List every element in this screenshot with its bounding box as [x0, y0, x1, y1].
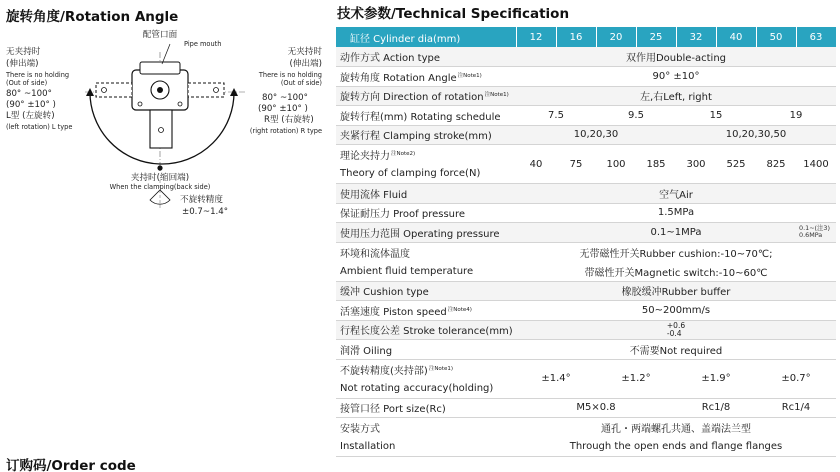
nonrot-value: ±0.7~1.4° [182, 207, 229, 217]
schedule-cell: 9.5 [596, 106, 676, 126]
cushion-value: 橡胶缓冲Rubber buffer [516, 281, 836, 301]
dia-cell: 40 [716, 27, 756, 47]
dia-cell: 50 [756, 27, 796, 47]
row-accuracy-1 [336, 359, 836, 379]
cylinder-dia-label: 缸径 Cylinder dia(mm) [336, 27, 516, 47]
row-action-type [336, 47, 836, 67]
left-center: (90° ±10° ) [6, 100, 56, 110]
stroke-tolerance-value [516, 320, 836, 340]
left-nohold-cn2: (伸出端) [6, 59, 39, 69]
clamping-en: When the clamping(back side) [109, 183, 211, 191]
side-note-line1: 0.1~(注3) [799, 224, 830, 232]
accuracy-cell: ±0.7° [756, 359, 836, 398]
rotation-angle-diagram [0, 22, 330, 234]
right-center: (90° ±10° ) [258, 104, 308, 114]
operating-pressure-value [516, 223, 836, 243]
force-cell: 825 [756, 145, 796, 184]
mount-hole-right [178, 102, 182, 106]
force-cell: 75 [556, 145, 596, 184]
dia-cell: 63 [796, 27, 836, 47]
dia-cell: 20 [596, 27, 636, 47]
direction-label-text: 旋转方向 Direction of rotation [340, 92, 484, 104]
note-mark: 注Note4) [447, 306, 472, 313]
right-nohold-en1: There is no holding [258, 71, 322, 79]
row-rotation-angle [336, 67, 836, 87]
row-installation-2 [336, 437, 836, 457]
row-ambient-2 [336, 262, 836, 282]
ambient-label-en: Ambient fluid temperature [336, 262, 516, 282]
row-clamping-force-1 [336, 145, 836, 165]
rotation-angle-value: 90° ±10° [516, 67, 836, 87]
action-type-value: 双作用Double-acting [516, 47, 836, 67]
right-arm-hole [214, 88, 219, 93]
direction-label [336, 86, 516, 106]
pipe-mouth-en: Pipe mouth [184, 40, 222, 48]
note-mark: 注Note1) [484, 92, 509, 99]
port-size-cell: Rc1/4 [756, 398, 836, 418]
tolerance-minus: -0.4 [666, 328, 682, 338]
clamping-force-label-en: Theory of clamping force(N) [336, 164, 516, 184]
ambient-label-cn: 环境和流体温度 [340, 248, 410, 260]
left-range: 80° ~100° [6, 89, 52, 99]
fluid-value: 空气Air [516, 184, 836, 204]
row-ambient-1 [336, 242, 836, 262]
row-clamping-stroke [336, 125, 836, 145]
force-cell: 525 [716, 145, 756, 184]
rotation-angle-label-text: 旋转角度 Rotation Angle [340, 72, 457, 84]
fluid-label: 使用流体 Fluid [336, 184, 516, 204]
installation-value-cn: 通孔・两端螺孔共通、盖端法兰型 [601, 424, 751, 435]
dia-cell: 12 [516, 27, 556, 47]
note-mark: 注Note1) [428, 365, 453, 372]
row-fluid [336, 184, 836, 204]
port-size-label: 接管口径 Port size(Rc) [336, 398, 516, 418]
spec-table [336, 27, 837, 457]
piston-speed-value: 50~200mm/s [516, 301, 836, 321]
force-cell: 300 [676, 145, 716, 184]
rotation-angle-title: 旋转角度/Rotation Angle [6, 9, 179, 25]
installation-value-en: Through the open ends and flange flanges [516, 437, 836, 457]
schedule-cell: 15 [676, 106, 756, 126]
accuracy-label-cn [336, 359, 516, 379]
row-rotating-schedule [336, 106, 836, 126]
row-stroke-tolerance [336, 320, 836, 340]
left-type-en: (left rotation) L type [6, 123, 73, 131]
right-nohold-cn2: (伸出端) [289, 59, 322, 69]
operating-pressure-label: 使用压力范围 Operating pressure [336, 223, 516, 243]
tolerance-plus: +0.6 [666, 320, 686, 330]
cushion-label: 缓冲 Cushion type [336, 281, 516, 301]
action-type-label: 动作方式 Action type [336, 47, 516, 67]
clamping-stroke-label: 夹紧行程 Clamping stroke(mm) [336, 125, 516, 145]
note-mark: 注Note1) [457, 72, 482, 79]
accuracy-cn-text: 不旋转精度(夹持部) [340, 365, 428, 377]
row-cushion [336, 281, 836, 301]
operating-pressure-side-note [799, 225, 830, 239]
row-port-size [336, 398, 836, 418]
rotor-center [157, 87, 163, 93]
force-cell: 185 [636, 145, 676, 184]
clamping-position-dot [157, 165, 162, 170]
right-nohold-cn1: 无夹持时 [287, 47, 322, 57]
proof-pressure-value: 1.5MPa [516, 203, 836, 223]
pipe-mouth-cn: 配管口面 [142, 30, 178, 40]
right-nohold-en2: (Out of side) [280, 79, 322, 87]
row-installation-1 [336, 418, 836, 438]
nonrot-cn: 不旋转精度 [180, 195, 223, 205]
spec-header-row [336, 27, 836, 47]
force-cell: 100 [596, 145, 636, 184]
right-type-cn: R型 (右旋转) [264, 115, 314, 125]
schedule-cell: 7.5 [516, 106, 596, 126]
ambient-value-2: 带磁性开关Magnetic switch:-10~60℃ [516, 262, 836, 282]
pipe-mouth-leader [162, 44, 170, 64]
direction-value: 左,右Left, right [516, 86, 836, 106]
clamping-stroke-cell: 10,20,30,50 [676, 125, 836, 145]
installation-label-cn: 安装方式 [340, 424, 380, 435]
oiling-value: 不需要Not required [516, 340, 836, 360]
accuracy-cell: ±1.4° [516, 359, 596, 398]
dia-cell: 32 [676, 27, 716, 47]
left-nohold-en2: (Out of side) [6, 79, 48, 87]
piston-speed-label [336, 301, 516, 321]
port-size-cell: Rc1/8 [676, 398, 756, 418]
dia-cell: 25 [636, 27, 676, 47]
rotation-angle-label [336, 67, 516, 87]
row-direction [336, 86, 836, 106]
operating-pressure-text: 0.1~1MPa [650, 226, 702, 238]
schedule-cell: 19 [756, 106, 836, 126]
tech-spec-title: 技术参数/Technical Specification [337, 6, 570, 22]
note-mark: 注Note2) [391, 151, 416, 157]
left-nohold-en1: There is no holding [6, 71, 70, 79]
force-cell: 40 [516, 145, 556, 184]
installation-label-en: Installation [336, 437, 516, 457]
left-type-cn: L型 (左旋转) [6, 111, 55, 121]
row-piston-speed [336, 301, 836, 321]
right-type-en: (right rotation) R type [249, 127, 322, 135]
row-operating-pressure [336, 223, 836, 243]
dia-cell: 16 [556, 27, 596, 47]
accuracy-cell: ±1.9° [676, 359, 756, 398]
left-arm-hole [102, 88, 107, 93]
right-range: 80° ~100° [262, 93, 308, 103]
clamping-arm-hole [159, 128, 164, 133]
piston-speed-label-text: 活塞速度 Piston speed [340, 306, 447, 318]
row-oiling [336, 340, 836, 360]
order-code-title: 订购码/Order code [6, 458, 136, 472]
left-nohold-cn1: 无夹持时 [6, 47, 41, 57]
clamping-cn: 夹持时(缩回端) [130, 173, 190, 183]
force-cell: 1400 [796, 145, 836, 184]
side-note-line2: 0.6MPa [799, 231, 823, 239]
row-proof-pressure [336, 203, 836, 223]
clamping-stroke-cell: 10,20,30 [516, 125, 676, 145]
clamp-top-block [140, 62, 180, 74]
accuracy-cell: ±1.2° [596, 359, 676, 398]
stroke-tolerance-label: 行程长度公差 Stroke tolerance(mm) [336, 320, 516, 340]
port-size-cell: M5×0.8 [516, 398, 676, 418]
ambient-value-1: 无带磁性开关Rubber cushion:-10~70℃; [579, 248, 773, 260]
accuracy-label-en: Not rotating accuracy(holding) [336, 379, 516, 399]
oiling-label: 润滑 Oiling [336, 340, 516, 360]
rotating-schedule-label: 旋转行程(mm) Rotating schedule [336, 106, 516, 126]
clamping-force-cn-text: 理论夹持力 [340, 151, 390, 162]
clamping-force-label-cn [336, 145, 516, 165]
proof-pressure-label: 保证耐压力 Proof pressure [336, 203, 516, 223]
mount-hole-left [138, 102, 142, 106]
